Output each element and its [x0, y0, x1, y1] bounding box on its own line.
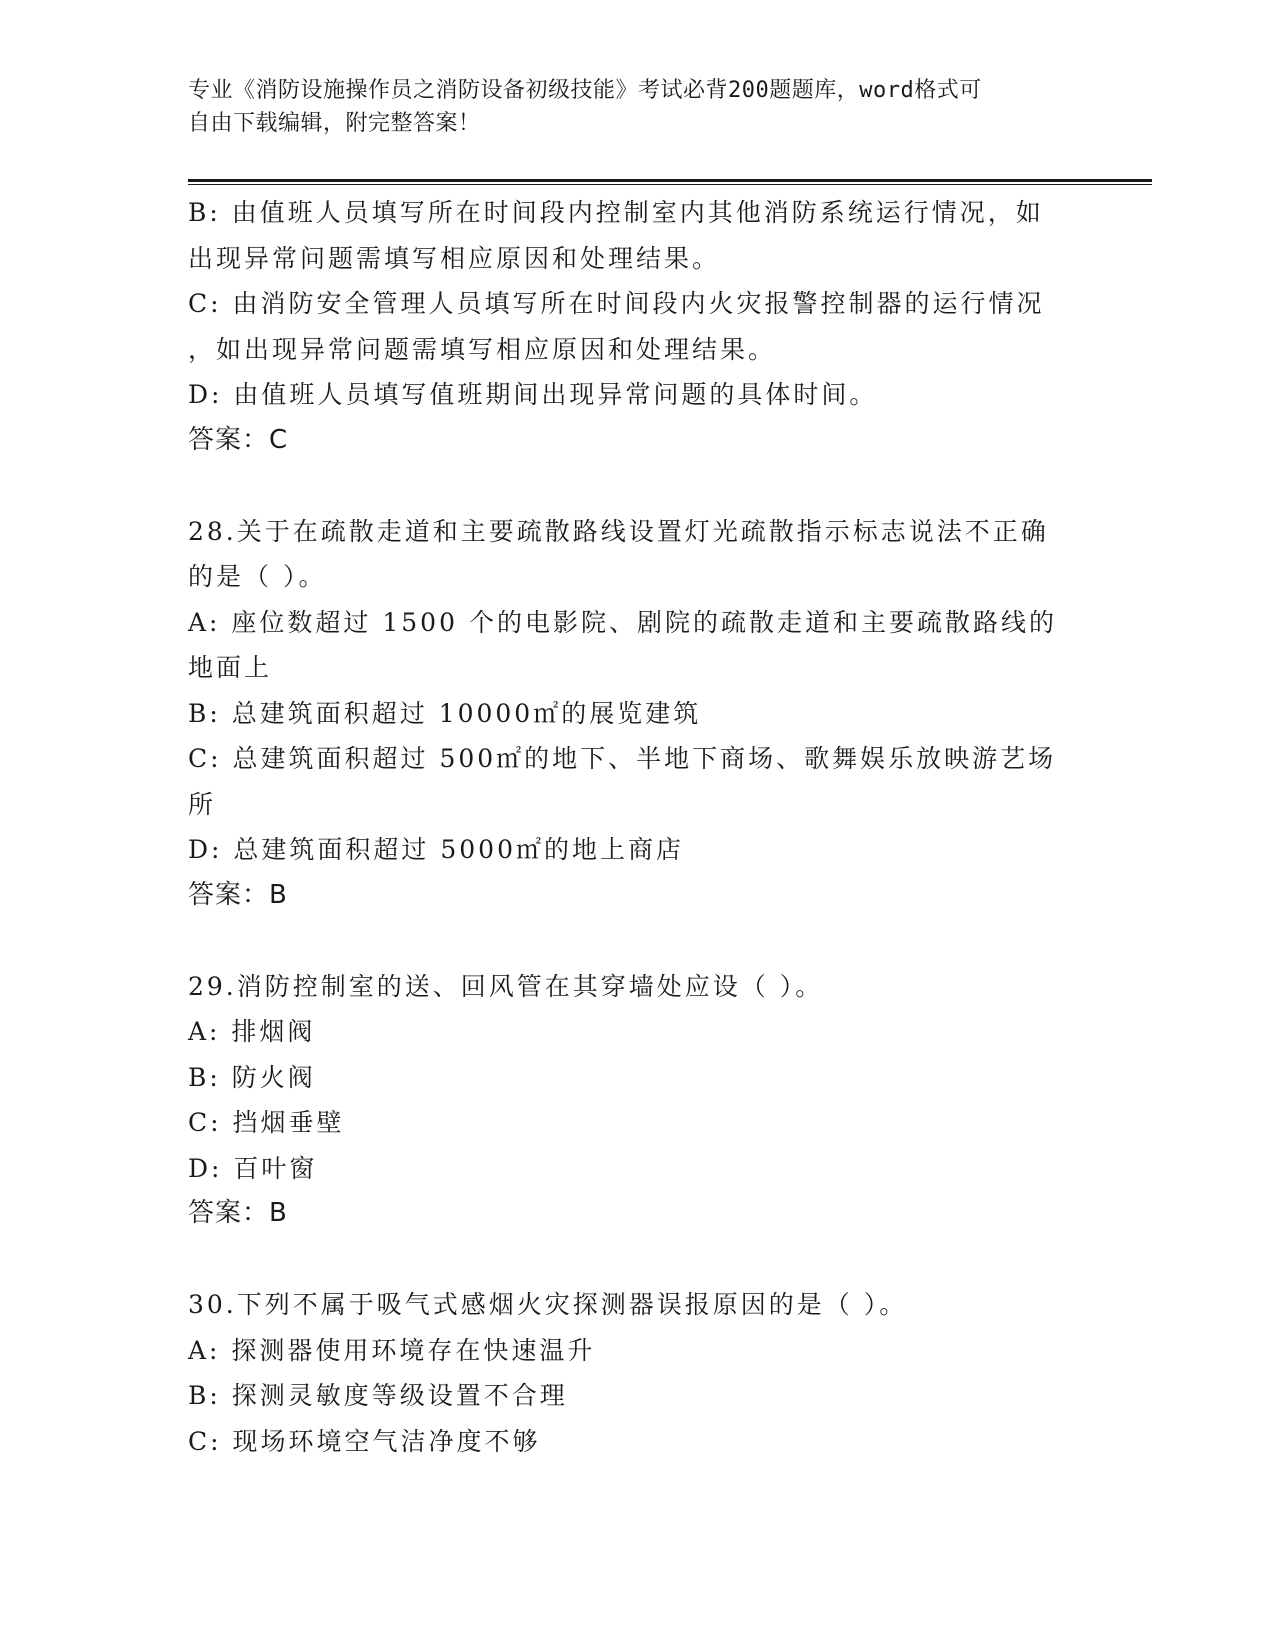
question-stem: 30.下列不属于吸气式感烟火灾探测器误报原因的是（ ）。	[188, 1290, 908, 1319]
option-c: C: 现场环境空气洁净度不够	[188, 1426, 541, 1456]
option-b: B: 探测灵敏度等级设置不合理	[188, 1381, 568, 1410]
question-stem: 29.消防控制室的送、回风管在其穿墙处应设（ ）。	[188, 971, 824, 1001]
header-title-line-1: 专业《消防设施操作员之消防设备初级技能》考试必背200题题库，word格式可	[188, 78, 982, 103]
option-c: C: 总建筑面积超过 500㎡的地下、半地下商场、歌舞娱乐放映游艺场	[188, 744, 1057, 773]
document-header	[188, 74, 1068, 140]
option-d: D: 百叶窗	[188, 1153, 318, 1183]
option-b	[188, 190, 1088, 281]
header-rule-thin	[188, 184, 1152, 185]
question-28	[188, 509, 1088, 919]
option-line: B: 由值班人员填写所在时间段内控制室内其他消防系统运行情况，如	[188, 198, 1044, 227]
question-30	[188, 1282, 1088, 1464]
question-27-continued	[188, 190, 1088, 463]
option-b: B: 防火阀	[188, 1062, 316, 1092]
option-a: A: 排烟阀	[188, 1017, 316, 1046]
option-line: D: 由值班人员填写值班期间出现异常问题的具体时间。	[188, 380, 878, 409]
option-d: D: 总建筑面积超过 5000㎡的地上商店	[188, 835, 684, 864]
option-line: C: 由消防安全管理人员填写所在时间段内火灾报警控制器的运行情况	[188, 289, 1045, 318]
header-rule-thick	[188, 179, 1152, 182]
option-c: C: 挡烟垂壁	[188, 1108, 345, 1137]
header-title-line-2: 自由下载编辑，附完整答案！	[188, 111, 481, 136]
option-a-cont: 地面上	[188, 653, 273, 682]
question-stem: 28.关于在疏散走道和主要疏散路线设置灯光疏散指示标志说法不正确	[188, 516, 1049, 546]
answer-line: 答案：C	[188, 424, 289, 455]
option-c	[188, 281, 1088, 372]
question-content	[188, 190, 1088, 1464]
option-line: 出现异常问题需填写相应原因和处理结果。	[188, 243, 721, 273]
option-c-cont: 所	[188, 789, 217, 819]
answer-line: 答案：B	[188, 879, 288, 910]
option-a: A: 座位数超过 1500 个的电影院、剧院的疏散走道和主要疏散路线的	[188, 607, 1057, 637]
question-29	[188, 964, 1088, 1237]
option-d	[188, 372, 1088, 418]
option-a: A: 探测器使用环境存在快速温升	[188, 1335, 596, 1365]
option-line: ，如出现异常问题需填写相应原因和处理结果。	[188, 334, 777, 364]
question-stem: 的是（ ）。	[188, 562, 327, 591]
answer-line: 答案：B	[188, 1198, 288, 1228]
option-b: B: 总建筑面积超过 10000㎡的展览建筑	[188, 698, 702, 728]
